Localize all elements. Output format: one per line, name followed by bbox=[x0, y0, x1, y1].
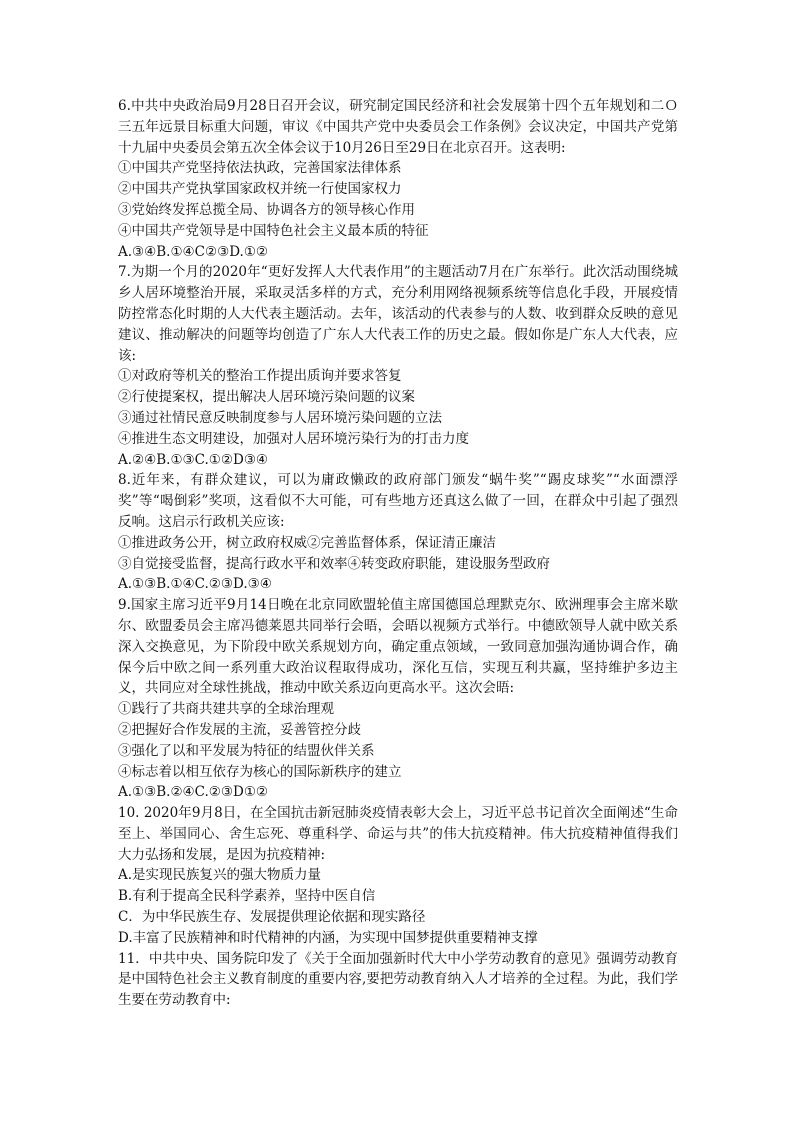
question-9 bbox=[118, 595, 678, 803]
question-stem: 11．中共中央、国务院印发了《关于全面加强新时代大中小学劳动教育的意见》强调劳动教育是中国特色社会主义教育制度的重要内容,要把劳动教育纳入人才培养的全过程。为此，我们学生要在劳动教育中: bbox=[118, 950, 678, 1009]
option-line: ②行使提案权，提出解决人居环境污染问题的议案 bbox=[118, 389, 415, 406]
option-line: ①对政府等机关的整治工作提出质询并要求答复 bbox=[118, 368, 402, 385]
option-line: ②把握好合作发展的主流，妥善管控分歧 bbox=[118, 721, 361, 738]
question-stem: 10. 2020年9月8日，在全国抗击新冠肺炎疫情表彰大会上，习近平总书记首次全面阐述“生命至上、举国同心、舍生忘死、尊重科学、命运与共”的伟大抗疫精神。伟大抗疫精神值得我们大力弘扬和发展，是因为抗疫精神: bbox=[118, 805, 678, 863]
answer-choices: A.①③B.①④C.②③D.③④ bbox=[118, 576, 272, 593]
option-line: ④推进生态文明建设，加强对人居环境污染行为的打击力度 bbox=[118, 430, 469, 447]
question-stem: 7.为期一个月的2020年“更好发挥人大代表作用”的主题活动7月在广东举行。此次活动围绕城乡人居环境整治开展，采取灵活多样的方式，充分利用网络视频系统等信息化手段，开展疫情防控常态化时期的人大代表主题活动。去年，该活动的代表参与的人数、收到群众反映的意见建议、推动解决的问题等均创造了广东人大代表工作的历史之最。假如你是广东人大代表，应该: bbox=[118, 264, 678, 364]
option-line: ④标志着以相互依存为核心的国际新秩序的建立 bbox=[118, 763, 402, 780]
option-line: B.有利于提高全民科学素养，坚持中医自信 bbox=[118, 888, 376, 905]
question-stem: 8.近年来，有群众建议，可以为庸政懒政的政府部门颁发“蜗牛奖”“踢皮球奖”“水面漂浮奖”等“喝倒彩”奖项，这看似不大可能，可有些地方还真这么做了一回，在群众中引起了强烈反响。这启示行政机关应该: bbox=[118, 472, 678, 530]
option-line: A.是实现民族复兴的强大物质力量 bbox=[118, 867, 322, 884]
option-line: ①推进政务公开，树立政府权威②完善监督体系，保证清正廉洁 bbox=[118, 534, 496, 551]
question-stem: 6.中共中央政治局9月28日召开会议，研究制定国民经济和社会发展第十四个五年规划和二Ｏ三五年远景目标重大问题，审议《中国共产党中央委员会工作条例》会议决定，中国共产党第十九届中央委员会第五次全体会议于10月26日至29日在北京召开。这表明: bbox=[118, 98, 678, 156]
option-line: ③强化了以和平发展为特征的结盟伙伴关系 bbox=[118, 742, 375, 759]
option-line: ①践行了共商共建共享的全球治理观 bbox=[118, 701, 334, 718]
question-stem: 9.国家主席习近平9月14日晚在北京同欧盟轮值主席国德国总理默克尔、欧洲理事会主席米歇尔、欧盟委员会主席冯德莱恩共同举行会晤，会晤以视频方式举行。中德欧领导人就中欧关系深入交换意见，为下阶段中欧关系规划方向，确定重点领域，一致同意加强沟通协调合作，确保今后中欧之间一系列重大政治议程取得成功，深化互信，实现互利共赢，坚持维护多边主义，共同应对全球性挑战，推动中欧关系迈向更高水平。这次会晤: bbox=[118, 597, 678, 697]
option-line: ③党始终发挥总揽全局、协调各方的领导核心作用 bbox=[118, 201, 415, 218]
option-line: ③通过社情民意反映制度参与人居环境污染问题的立法 bbox=[118, 409, 442, 426]
answer-choices: A.③④B.①④C②③D.①② bbox=[118, 243, 269, 260]
answer-choices: A.①③B.②④C.②③D①② bbox=[118, 784, 269, 801]
question-6 bbox=[118, 96, 678, 262]
question-8 bbox=[118, 470, 678, 595]
option-line: D.丰富了民族精神和时代精神的内涵，为实现中国梦提供重要精神支撑 bbox=[118, 929, 538, 946]
option-line: ③自觉接受监督，提高行政水平和效率④转变政府职能，建设服务型政府 bbox=[118, 555, 550, 572]
document-page bbox=[118, 96, 678, 1011]
question-11 bbox=[118, 949, 678, 1011]
option-line: ④中国共产党领导是中国特色社会主义最本质的特征 bbox=[118, 222, 429, 239]
answer-choices: A.②④B.①③C.①②D③④ bbox=[118, 451, 269, 468]
option-line: ②中国共产党执掌国家政权并统一行使国家权力 bbox=[118, 181, 402, 198]
question-7 bbox=[118, 262, 678, 470]
option-line: ①中国共产党坚持依法执政，完善国家法律体系 bbox=[118, 160, 402, 177]
option-line: C．为中华民族生存、发展提供理论依据和现实路径 bbox=[118, 909, 426, 926]
question-10 bbox=[118, 803, 678, 949]
